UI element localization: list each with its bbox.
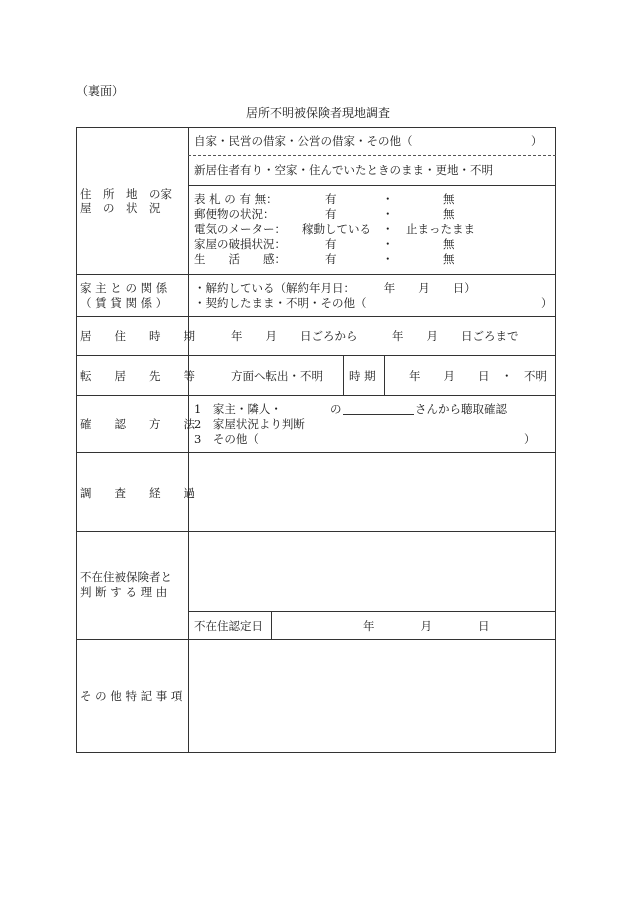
status-item-label: 郵便物の状況： — [194, 207, 275, 221]
status-item-option: 有 — [325, 207, 337, 221]
landlord-cancelled-line: ・解約している（解約年月日： 年 月 日） — [194, 281, 476, 295]
current-state-options: 新居住者有り・空家・住んでいたときのまま・更地・不明 — [194, 163, 493, 177]
status-item-separator: ・ — [382, 207, 394, 221]
status-item-option: 無 — [443, 237, 455, 251]
status-item-option: 無 — [443, 207, 455, 221]
residence-period-text: 年 月 日ごろから 年 月 日ごろまで — [231, 329, 519, 343]
relocation-period-label: 時 期 — [349, 369, 376, 383]
survey-progress-label: 調 査 経 過 — [80, 486, 195, 500]
status-item-option: 無 — [443, 252, 455, 266]
row-divider — [76, 316, 556, 317]
status-item-option: 止まったまま — [406, 222, 475, 236]
absence-date-label: 不在住認定日 — [194, 619, 263, 633]
row-divider — [188, 611, 556, 612]
absence-reason-field[interactable] — [189, 532, 555, 610]
status-item-separator: ・ — [382, 237, 394, 251]
house-type-close: ） — [531, 134, 543, 148]
status-item-label: 家屋の破損状況： — [194, 237, 286, 251]
confirmation-option-1-suffix: さんから聴取確認 — [415, 402, 507, 416]
row-divider — [76, 395, 556, 396]
landlord-contract-close: ） — [541, 296, 553, 310]
residence-period-label: 居 住 時 期 — [80, 329, 195, 343]
confirmation-option-3-close: ） — [524, 432, 536, 446]
status-item-option: 有 — [325, 192, 337, 206]
status-item-option: 稼動している — [302, 222, 371, 236]
side-label: （裏面） — [76, 84, 125, 98]
landlord-label: （ 賃 貸 関 係 ） — [80, 296, 168, 310]
confirmation-option-3: 3 その他（ — [194, 432, 259, 446]
status-item-option: 有 — [325, 237, 337, 251]
survey-progress-field[interactable] — [189, 453, 555, 530]
page-title: 居所不明被保険者現地調査 — [246, 106, 391, 120]
confirmation-name-blank — [343, 414, 414, 415]
relocation-label: 転 居 先 等 — [80, 369, 195, 383]
confirmation-option-1: 1 家主・隣人・ — [194, 402, 282, 416]
dashed-divider — [188, 155, 556, 156]
other-notes-label: そ の 他 特 記 事 項 — [80, 689, 183, 703]
status-item-label: 電気のメーター： — [194, 222, 286, 236]
relocation-text: 方面へ転出・不明 — [231, 369, 323, 383]
house-status-label: 屋 の 状 況 — [80, 201, 161, 215]
absence-reason-label: 不在住被保険者と — [80, 570, 172, 584]
landlord-contract-line: ・契約したまま・不明・その他（ — [194, 296, 367, 310]
relocation-period-text: 年 月 日 ・ 不明 — [409, 369, 547, 383]
house-type-options: 自家・民営の借家・公営の借家・その他（ — [194, 134, 413, 148]
status-item-separator: ・ — [382, 252, 394, 266]
status-item-option: 無 — [443, 192, 455, 206]
relocation-divider — [343, 355, 344, 395]
row-divider — [188, 185, 556, 186]
absence-date-text: 年 月 日 — [363, 619, 490, 633]
status-item-label: 生 活 感： — [194, 252, 286, 266]
house-status-label: 住 所 地 の家 — [80, 187, 172, 201]
date-divider — [271, 611, 272, 639]
row-divider — [76, 274, 556, 275]
absence-reason-label: 判 断 す る 理 由 — [80, 585, 168, 599]
row-divider — [76, 355, 556, 356]
other-notes-field[interactable] — [189, 640, 555, 752]
landlord-label: 家 主 と の 関 係 — [80, 281, 168, 295]
confirmation-label: 確 認 方 法 — [80, 417, 195, 431]
status-item-label: 表 札 の 有 無： — [194, 192, 278, 206]
status-item-separator: ・ — [382, 222, 394, 236]
status-item-separator: ・ — [382, 192, 394, 206]
status-item-option: 有 — [325, 252, 337, 266]
confirmation-option-2: 2 家屋状況より判断 — [194, 417, 305, 431]
confirmation-option-1-of: の — [330, 402, 342, 416]
relocation-divider — [384, 355, 385, 395]
